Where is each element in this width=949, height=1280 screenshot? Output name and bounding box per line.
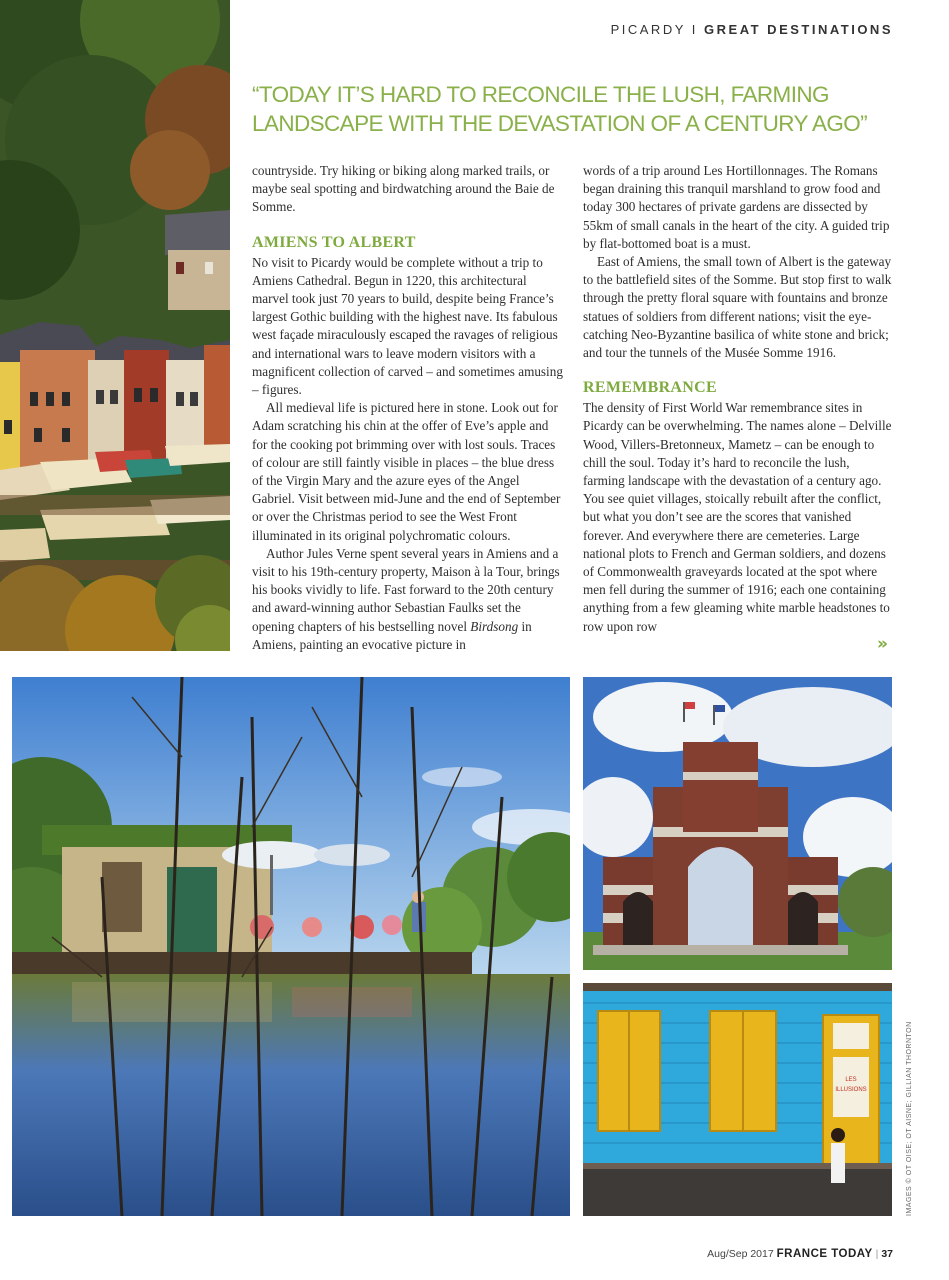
continue-arrow-icon: » xyxy=(877,634,888,654)
section-name: PICARDY xyxy=(610,22,686,37)
heading-amiens-to-albert: AMIENS TO ALBERT xyxy=(252,233,416,251)
section-header xyxy=(600,22,893,37)
canal-garden-illustration xyxy=(12,677,570,1216)
amiens-riverside-illustration xyxy=(0,0,230,651)
thiepval-memorial-photo xyxy=(583,677,892,970)
issue-date: Aug/Sep 2017 xyxy=(707,1248,774,1260)
memorial-illustration xyxy=(583,677,892,970)
pull-quote: “TODAY IT’S HARD TO RECONCILE THE LUSH, FARMING LANDSCAPE WITH THE DEVASTATION OF A CENTURY AGO” xyxy=(252,82,868,136)
body-column-left xyxy=(252,162,564,654)
header-separator: I xyxy=(691,22,698,37)
paragraph-cathedral: No visit to Picardy would be complete without a trip to Amiens Cathedral. Begun in 1220, this architectural marvel took just 70 years to build, despite being France’s largest Gothic building with the highest nave. Its fabulous west façade miraculously escaped the ravages of religious and international wars to leave modern visitors with a magnificent collection of carved – and sometimes amusing – figures. xyxy=(252,254,563,398)
photo-credit: IMAGES © OT OISE; OT AISNE; GILLIAN THORNTON xyxy=(906,1021,913,1216)
house-sign-text: LES xyxy=(845,1077,857,1083)
magazine-name: FRANCE TODAY xyxy=(776,1248,873,1260)
body-column-right xyxy=(583,162,893,636)
series-name: GREAT DESTINATIONS xyxy=(704,22,893,37)
footer-separator: | xyxy=(875,1248,879,1260)
paragraph-jules-verne xyxy=(252,545,564,654)
blue-house-photo xyxy=(583,983,892,1216)
hortillonnages-photo xyxy=(12,677,570,1216)
paragraph-medieval-life: All medieval life is pictured here in stone. Look out for Adam scratching his chin at the offer of Eve’s apple and for the cooking pot brimming over with lost souls. Traces of colour are still faintly visible in places – the blue dress of the Virgin Mary and the azure eyes of the Angel Gabriel. Visit between mid-June and the end of September or over the Christmas period to see the West Front illuminated in its original polychromatic colours. xyxy=(252,400,561,543)
page-footer xyxy=(600,1248,893,1260)
heading-remembrance: REMEMBRANCE xyxy=(583,379,717,397)
column-right-intro: words of a trip around Les Hortillonnages. The Romans began draining this tranquil marshland to grow food and today 300 hectares of private gardens are dissected by 55km of small canals in the heart of the city. A guided trip by flat-bottomed boat is a must. xyxy=(583,163,890,251)
blue-house-illustration xyxy=(583,983,892,1216)
column-left-intro: countryside. Try hiking or biking along marked trails, or maybe seal spotting and birdwatching around the Baie de Somme. xyxy=(252,163,555,215)
book-title: Birdsong xyxy=(470,618,519,634)
paragraph-albert: East of Amiens, the small town of Albert is the gateway to the battlefield sites of the Somme. But stop first to walk through the pretty floral square with fountains and bronze statues of soldiers from different nations; visit the eye-catching Neo-Byzantine basilica of white stone and brick; and tour the tunnels of the Musée Somme 1916. xyxy=(583,254,892,361)
jules-verne-text: Author Jules Verne spent several years in Amiens and a visit to his 19th-century property, Maison à la Tour, brings his books vividly to life. Fast forward to the 20th century and award-winning author Sebastian Faulks set the opening chapters of his bestselling novel xyxy=(252,545,560,634)
amiens-riverside-photo xyxy=(0,0,230,651)
paragraph-remembrance: The density of First World War remembrance sites in Picardy can be overwhelming. The names alone – Delville Wood, Villers-Bretonneux, Mametz – can be enough to chill the soul. Today it’s hard to reconcile the lush, farming landscape with the devastation of a century ago. You see quiet villages, stoically rebuilt after the conflict, but what you don’t see are the scores that vanished forever. And everywhere there are cemeteries. Large national plots to French and German soldiers, and dozens of Commonwealth graveyards located at the spot where men fell during the summer of 1916; each one containing anything from a few gleaming white marble headstones to row upon row xyxy=(583,400,892,634)
jules-verne-text-end: in Amiens, painting an evocative picture in xyxy=(252,618,532,652)
house-sign-text-2: ILLUSIONS xyxy=(835,1087,867,1093)
page-number: 37 xyxy=(881,1248,893,1260)
